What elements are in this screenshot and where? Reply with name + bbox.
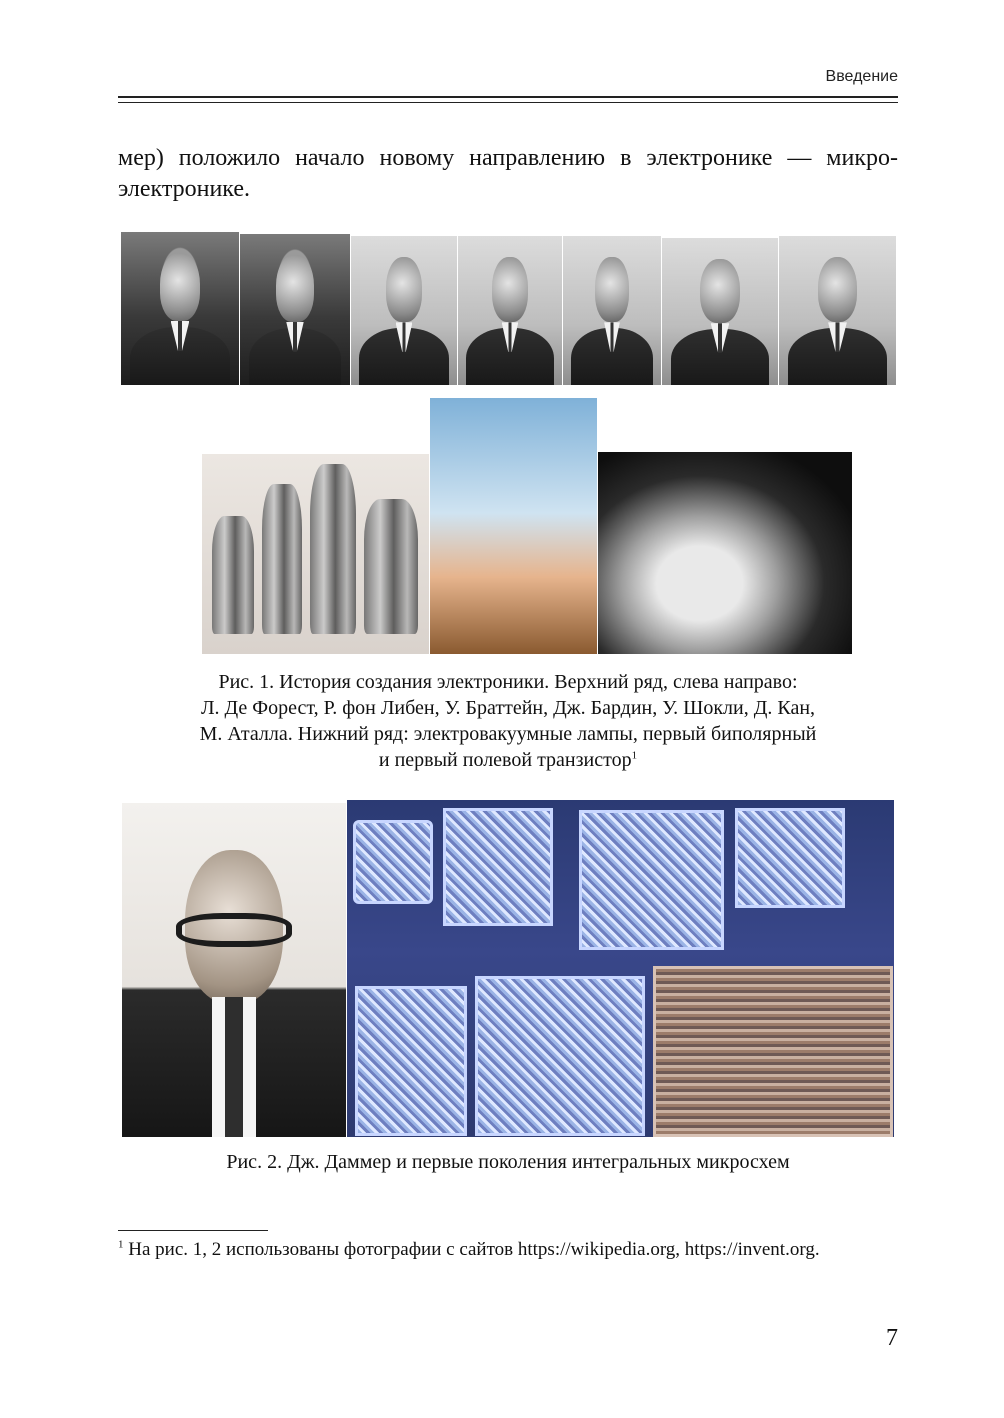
figure-1-caption-line-2: Л. Де Форест, Р. фон Либен, У. Браттейн, Дж. Бардин, У. Шокли, Д. Кан, — [200, 697, 816, 719]
photo-first-bipolar-transistor — [430, 398, 597, 654]
portrait-shockley — [563, 236, 661, 385]
figure-2-caption: Рис. 2. Дж. Даммер и первые поколения интегральных микросхем — [226, 1151, 790, 1173]
chip-4 — [735, 808, 845, 908]
footnote-number: 1 — [118, 1238, 124, 1251]
footnote-reference[interactable]: 1 — [631, 749, 638, 762]
figure-1-caption-line-4: и первый полевой транзистор — [378, 749, 632, 771]
chip-7 — [653, 966, 893, 1137]
photo-first-field-effect-transistor — [598, 452, 852, 654]
header-rule-thick — [118, 96, 898, 98]
chip-3 — [579, 810, 724, 950]
page-number: 7 — [886, 1325, 898, 1351]
figure-1-caption-line-1: Рис. 1. История создания электроники. Верхний ряд, слева направо: — [218, 671, 798, 693]
body-paragraph: мер) положило начало новому направлению в электронике — микро-электронике. — [118, 145, 898, 202]
running-header: Введение — [825, 68, 898, 85]
footnote-rule — [118, 1230, 268, 1231]
portrait-bardeen — [458, 236, 562, 385]
header-rule-thin — [118, 102, 898, 103]
footnote-text: На рис. 1, 2 использованы фотографии с сайтов https://wikipedia.org, https://invent.org. — [128, 1239, 820, 1260]
portrait-brattain — [351, 236, 457, 385]
footnote — [118, 1237, 898, 1262]
chip-1 — [353, 820, 433, 904]
portrait-von-lieben — [240, 234, 350, 385]
chip-6 — [475, 976, 645, 1136]
portrait-de-forest — [121, 232, 239, 385]
photo-vacuum-tubes — [202, 454, 429, 654]
portrait-dummer — [122, 803, 346, 1137]
portrait-atalla — [779, 236, 896, 385]
portrait-kahng — [662, 238, 778, 385]
chip-2 — [443, 808, 553, 926]
chip-5 — [355, 986, 467, 1136]
figure-1-caption-line-3: М. Аталла. Нижний ряд: электровакуумные лампы, первый биполярный — [199, 723, 817, 745]
photo-integrated-circuits — [347, 800, 894, 1137]
figure-1-caption — [118, 669, 898, 773]
